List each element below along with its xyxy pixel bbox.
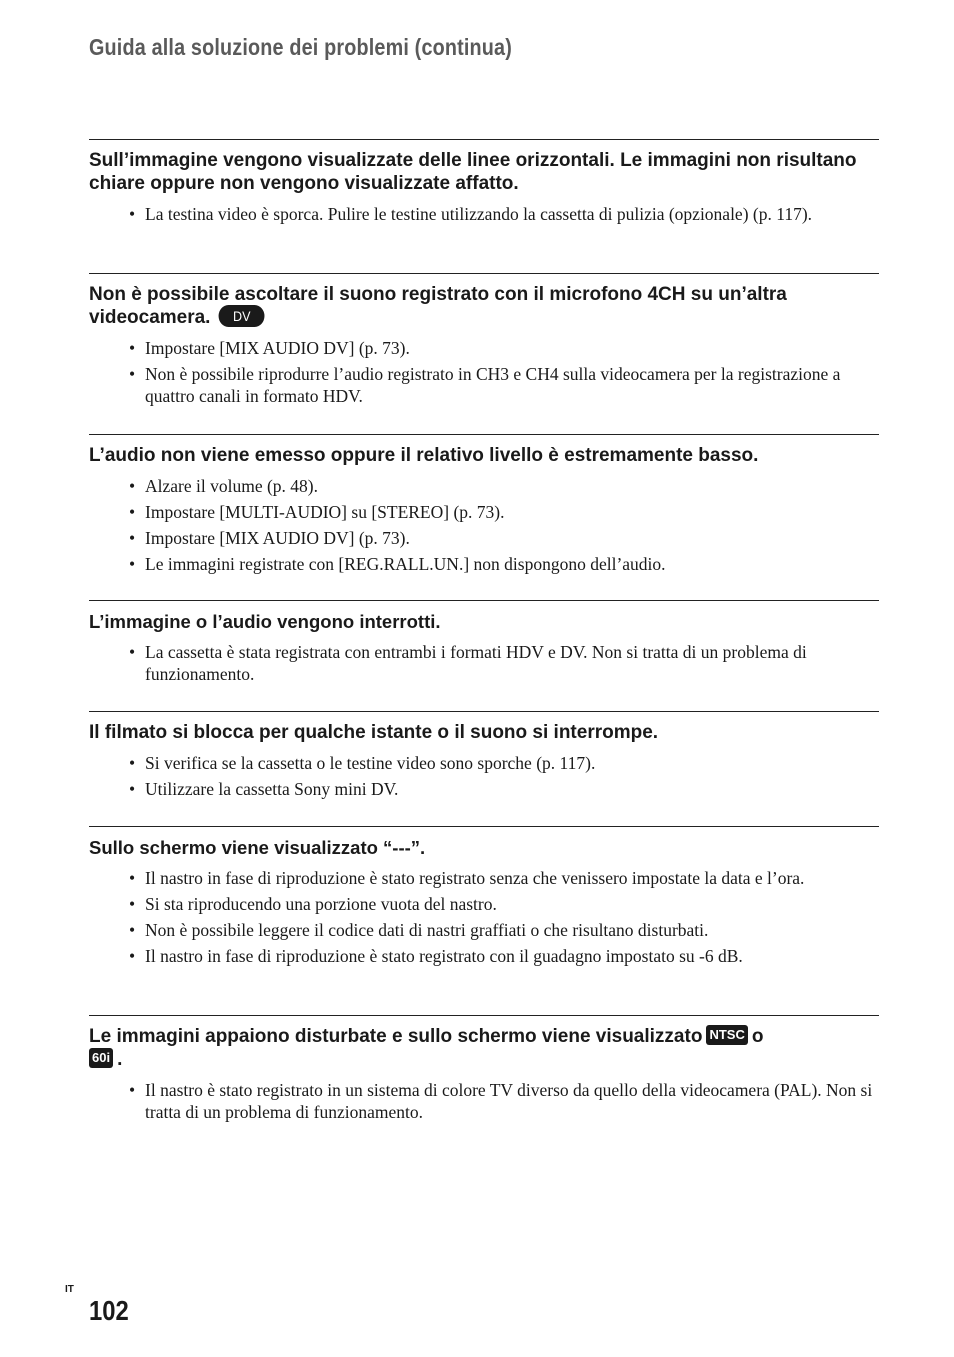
list-item: • Impostare [MIX AUDIO DV] (p. 73).	[129, 527, 879, 549]
bullet-list	[89, 867, 879, 967]
section-title	[89, 283, 879, 329]
bullet-list	[89, 475, 879, 575]
bullet-list	[89, 1079, 879, 1123]
section-video-freezes	[89, 711, 879, 804]
page-language: IT	[65, 1284, 74, 1295]
list-item: • Il nastro in fase di riproduzione è stato registrato con il guadagno impostato su -6 dB.	[129, 945, 879, 967]
list-item: • Impostare [MULTI-AUDIO] su [STEREO] (p. 73).	[129, 501, 879, 523]
list-item: • Si verifica se la cassetta o le testine video sono sporche (p. 117).	[129, 752, 879, 774]
bullet-list	[89, 203, 879, 225]
section-title-period: .	[117, 1049, 123, 1070]
section-title-text: Non è possibile ascoltare il suono registrato con il microfono 4CH su un’altra videocamera.	[89, 284, 787, 328]
dv-badge-icon: DV	[219, 305, 265, 327]
section-horizontal-lines	[89, 139, 879, 229]
section-title	[89, 1025, 879, 1071]
section-title: L’audio non viene emesso oppure il relativo livello è estremamente basso.	[89, 445, 759, 466]
section-dashes-displayed	[89, 826, 879, 971]
section-title: L’immagine o l’audio vengono interrotti.	[89, 611, 441, 632]
page-number: 102	[89, 1295, 129, 1326]
list-item: • Utilizzare la cassetta Sony mini DV.	[129, 778, 879, 800]
section-title-text: Le immagini appaiono disturbate e sullo schermo viene visualizzato	[89, 1026, 703, 1047]
page-header: Guida alla soluzione dei problemi (continua)	[89, 34, 512, 60]
list-item: • Il nastro in fase di riproduzione è stato registrato senza che venissero impostate la data e l’ora.	[129, 867, 879, 889]
list-item: • Alzare il volume (p. 48).	[129, 475, 879, 497]
list-item: • Impostare [MIX AUDIO DV] (p. 73).	[129, 337, 879, 359]
bullet-list	[89, 641, 879, 685]
section-4ch-microphone	[89, 273, 879, 411]
bullet-list	[89, 337, 879, 407]
section-title-connector: o	[751, 1026, 764, 1047]
list-item: • Non è possibile leggere il codice dati di nastri graffiati o che risultano disturbati.	[129, 919, 879, 941]
list-item: • La testina video è sporca. Pulire le testine utilizzando la cassetta di pulizia (opzionale) (p. 117).	[129, 203, 879, 225]
list-item: • Le immagini registrate con [REG.RALL.UN.] non dispongono dell’audio.	[129, 553, 879, 575]
list-item: • Il nastro è stato registrato in un sistema di colore TV diverso da quello della videocamera (PAL). Non si tratta di un problema di funzionamento.	[129, 1079, 879, 1123]
ntsc-badge-icon: NTSC	[706, 1025, 747, 1045]
section-audio-low	[89, 434, 879, 579]
list-item: • Non è possibile riprodurre l’audio registrato in CH3 e CH4 sulla videocamera per la registrazione a quattro canali in formato HDV.	[129, 363, 879, 407]
list-item: • Si sta riproducendo una porzione vuota del nastro.	[129, 893, 879, 915]
section-image-audio-interrupted	[89, 600, 879, 689]
section-title: Sull’immagine vengono visualizzate delle linee orizzontali. Le immagini non risultano chiare oppure non vengono visualizzate affatto.	[89, 150, 857, 194]
section-title: Il filmato si blocca per qualche istante o il suono si interrompe.	[89, 722, 659, 743]
list-item: • La cassetta è stata registrata con entrambi i formati HDV e DV. Non si tratta di un problema di funzionamento.	[129, 641, 879, 685]
section-title: Sullo schermo viene visualizzato “---”.	[89, 837, 426, 858]
bullet-list	[89, 752, 879, 800]
section-noisy-images	[89, 1015, 879, 1127]
60i-badge-icon: 60i	[89, 1048, 113, 1068]
